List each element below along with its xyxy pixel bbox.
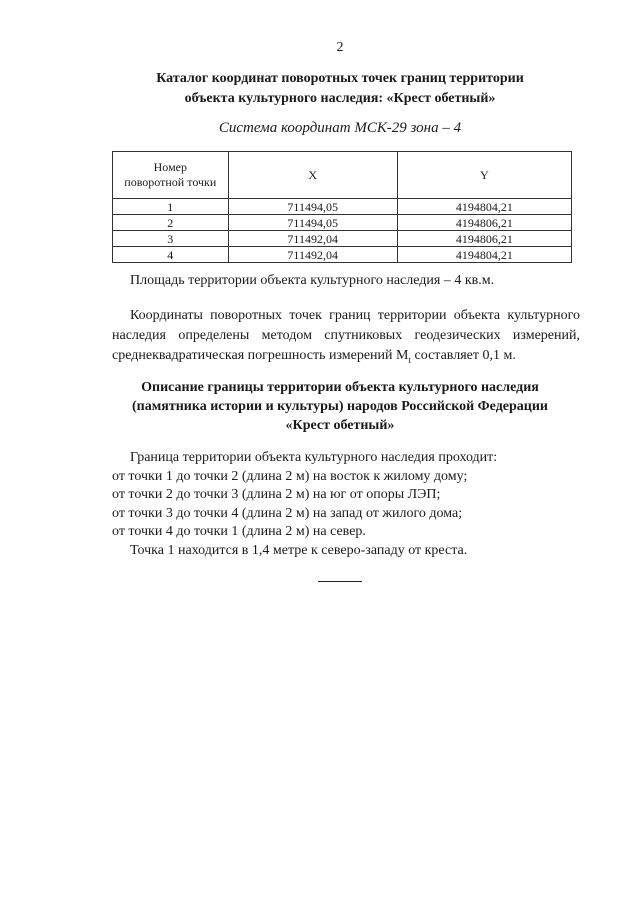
- table-row: [113, 231, 572, 247]
- catalog-title: [0, 69, 640, 109]
- page-number: 2: [336, 40, 344, 55]
- cell-x: 711492,04: [228, 247, 397, 263]
- coordinate-system-subtitle: Система координат МСК-29 зона – 4: [218, 120, 462, 136]
- accuracy-text-main: Координаты поворотных точек границ территории объекта культурного наследия определены методом спутниковых геодезических измерений, среднеквадратическая погрешность измерений M: [112, 308, 580, 363]
- accuracy-text: [112, 306, 580, 370]
- boundary-heading-line2: (памятника истории и культуры) народов Российской Федерации: [132, 399, 548, 414]
- boundary-heading-line1: Описание границы территории объекта культурного наследия: [141, 380, 539, 395]
- header-y: Y: [397, 152, 571, 199]
- description-line: от точки 2 до точки 3 (длина 2 м) на юг от опоры ЛЭП;: [112, 487, 441, 502]
- coordinates-table: [112, 151, 572, 263]
- cell-point-number: 3: [113, 231, 229, 247]
- header-point-number-line2: поворотной точки: [124, 175, 217, 189]
- cell-y: 4194806,21: [397, 231, 571, 247]
- header-point-number-line1: Номер: [153, 160, 187, 174]
- boundary-description: [112, 449, 592, 560]
- cell-x: 711494,05: [228, 199, 397, 215]
- description-line: от точки 4 до точки 1 (длина 2 м) на север.: [112, 524, 366, 539]
- table-row: [113, 215, 572, 231]
- table-row: [113, 247, 572, 263]
- cell-point-number: 2: [113, 215, 229, 231]
- cell-y: 4194806,21: [397, 215, 571, 231]
- end-divider: [318, 581, 362, 582]
- catalog-title-line2: объекта культурного наследия: «Крест обетный»: [184, 91, 496, 106]
- description-line: от точки 1 до точки 2 (длина 2 м) на восток к жилому дому;: [112, 468, 468, 484]
- cell-x: 711492,04: [228, 231, 397, 247]
- description-closing: Точка 1 находится в 1,4 метре к северо-западу от креста.: [130, 542, 468, 558]
- header-point-number: [113, 152, 229, 199]
- cell-point-number: 4: [113, 247, 229, 263]
- area-statement: Площадь территории объекта культурного наследия – 4 кв.м.: [130, 273, 495, 288]
- cell-x: 711494,05: [228, 215, 397, 231]
- description-intro: Граница территории объекта культурного наследия проходит:: [130, 450, 498, 465]
- accuracy-text-end: составляет 0,1 м.: [411, 348, 516, 363]
- table-header-row: [113, 152, 572, 199]
- cell-point-number: 1: [113, 199, 229, 215]
- header-x: X: [228, 152, 397, 199]
- accuracy-subscript: t: [408, 354, 411, 365]
- table-row: [113, 199, 572, 215]
- cell-y: 4194804,21: [397, 199, 571, 215]
- cell-y: 4194804,21: [397, 247, 571, 263]
- description-line: от точки 3 до точки 4 (длина 2 м) на запад от жилого дома;: [112, 505, 463, 521]
- boundary-heading-line3: «Крест обетный»: [285, 418, 395, 433]
- boundary-description-heading: [0, 378, 640, 435]
- catalog-title-line1: Каталог координат поворотных точек границ территории: [156, 71, 524, 86]
- accuracy-paragraph: [112, 306, 580, 370]
